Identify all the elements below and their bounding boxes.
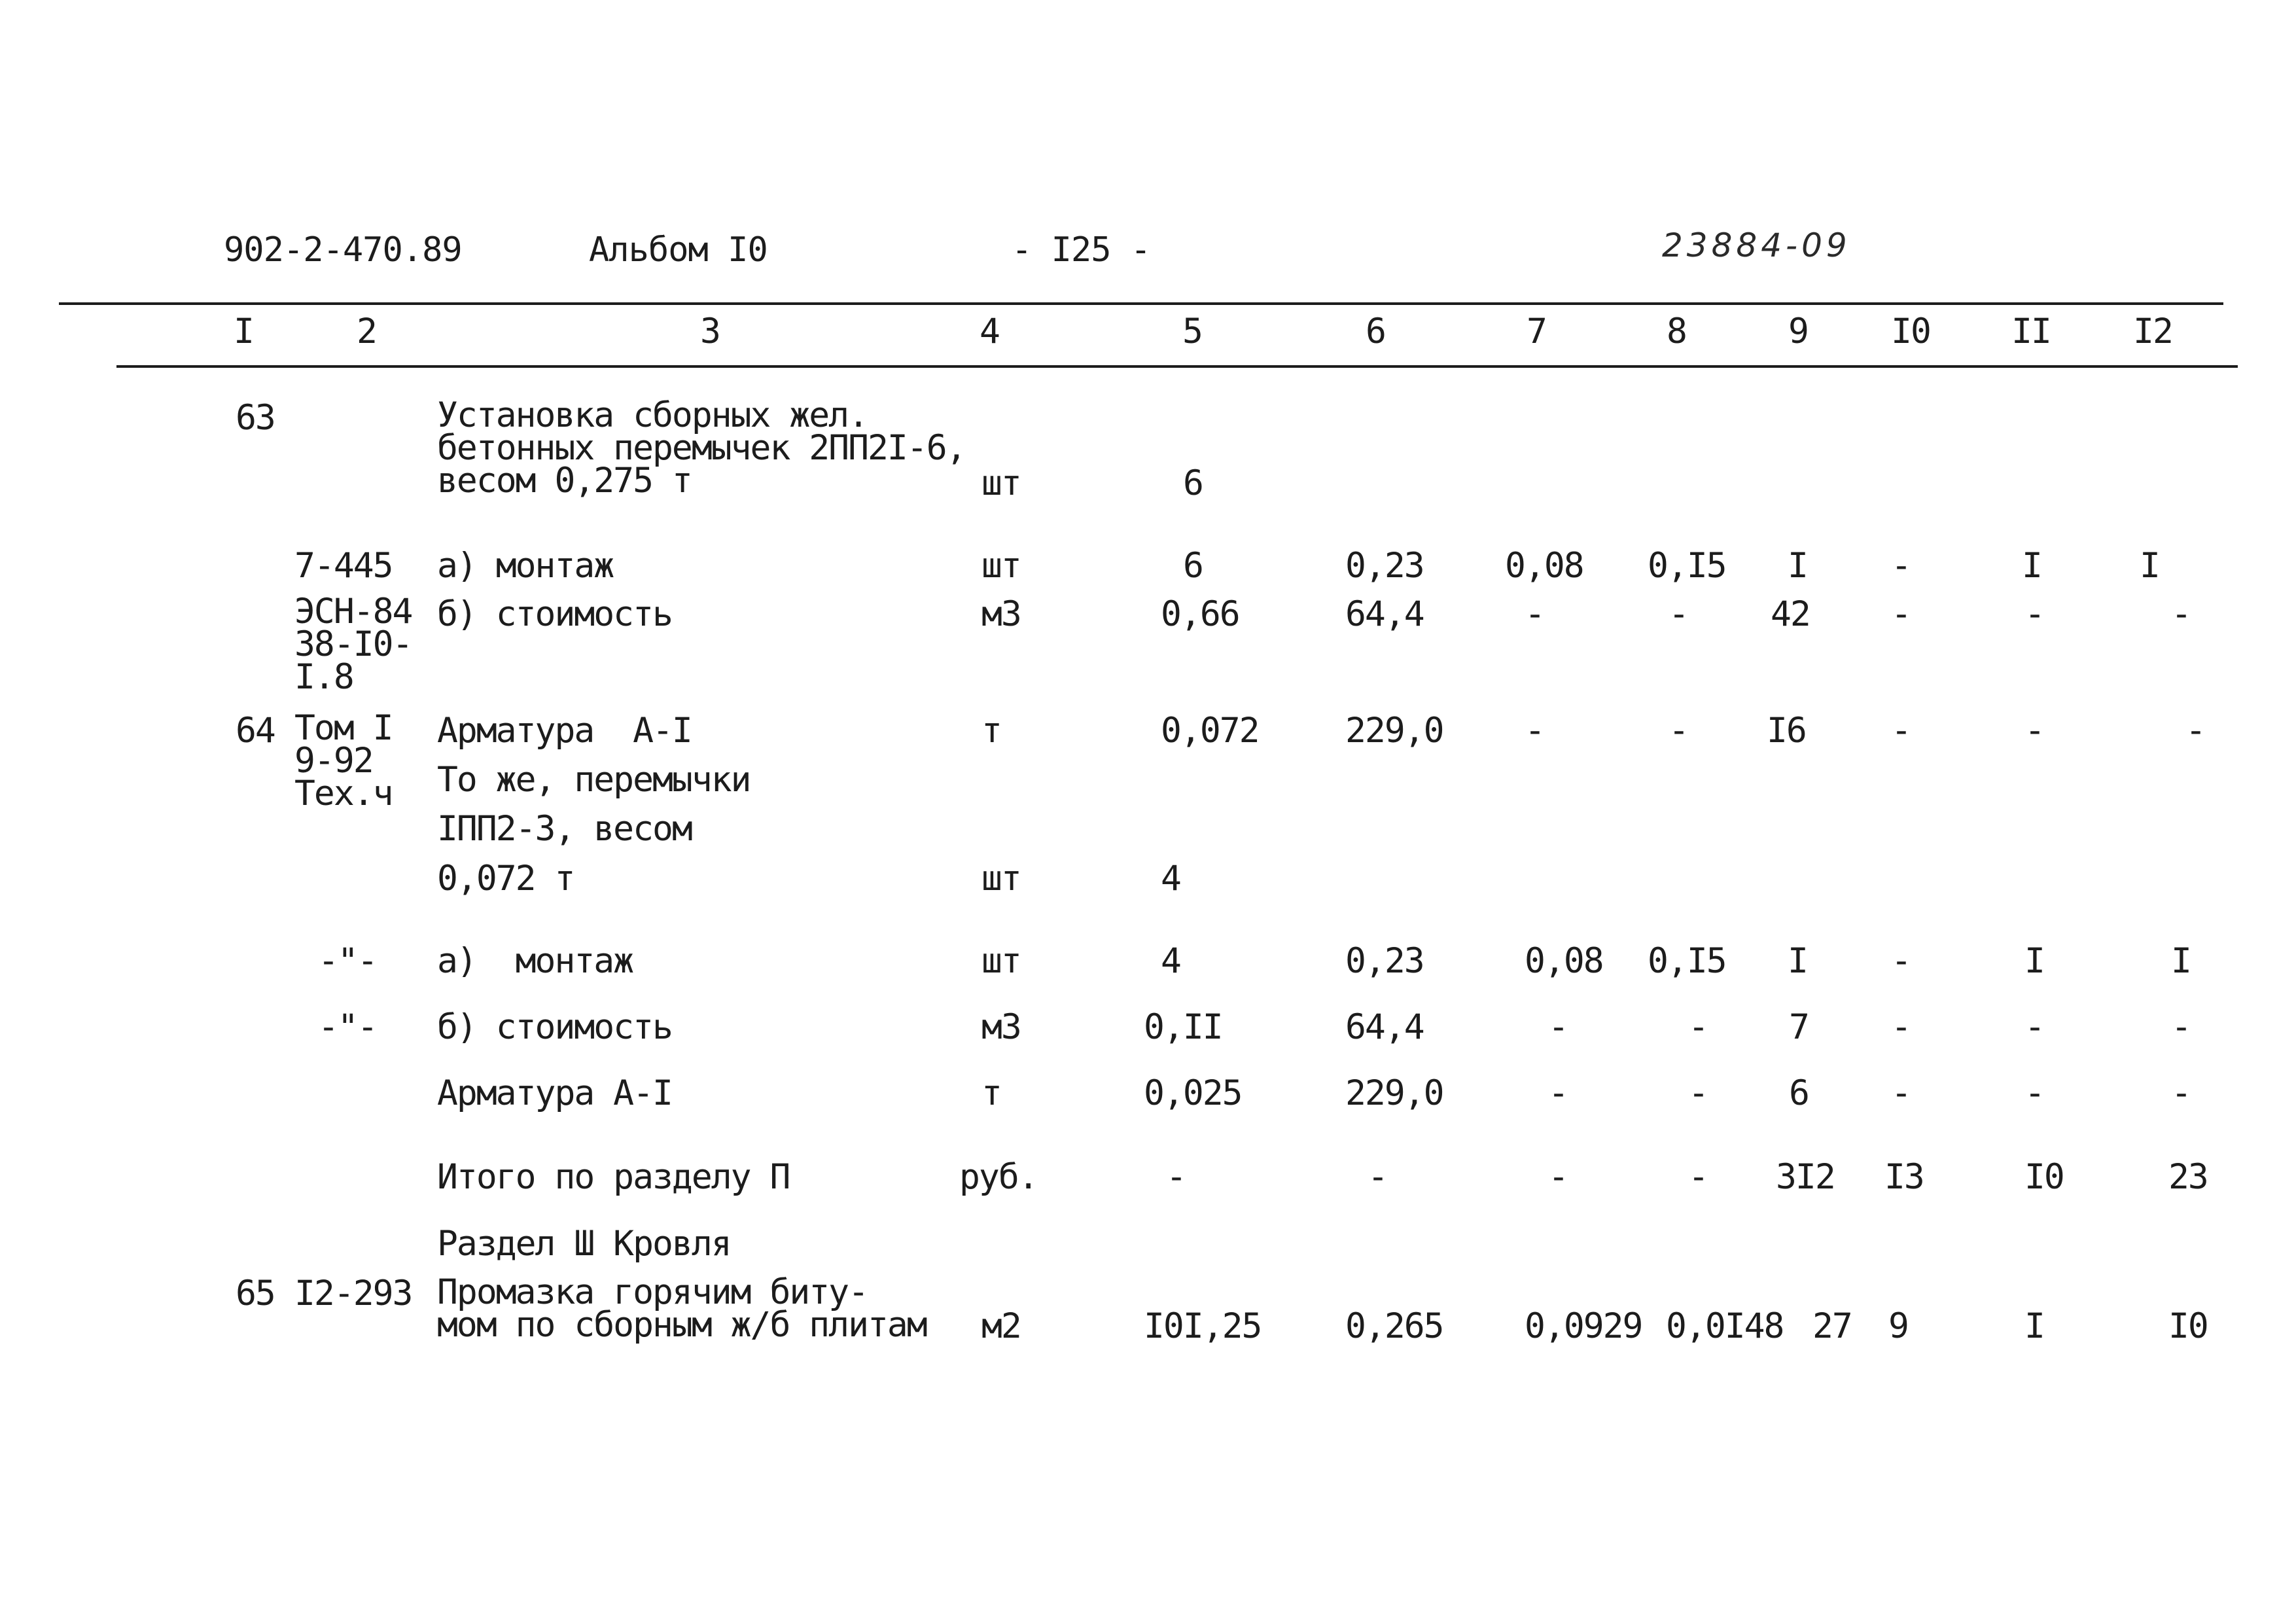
row-64a-col6: 0,23 — [1345, 941, 1424, 981]
section-total-col6: - — [1368, 1157, 1387, 1197]
row-64c-col7: - — [1548, 1073, 1568, 1113]
row-64c-description: Арматура А-I — [437, 1073, 672, 1113]
row-63b-col12: - — [2171, 594, 2191, 634]
row-63a-col7: 0,08 — [1505, 546, 1583, 586]
row-64b-col6: 64,4 — [1345, 1007, 1424, 1047]
row-64b-description: б) стоимость — [437, 1007, 672, 1047]
row-65-description: Промазка горячим биту- мом по сборным ж/б плитам — [437, 1272, 927, 1345]
section-title: Раздел Ш Кровля — [437, 1224, 731, 1264]
col-header-7: 7 — [1527, 312, 1546, 351]
row-64a-col10: - — [1891, 941, 1911, 981]
row-64c-col6: 229,0 — [1345, 1073, 1443, 1113]
row-63a-col6: 0,23 — [1345, 546, 1424, 586]
row-64b-col7: - — [1548, 1007, 1568, 1047]
section-total-col8: - — [1688, 1157, 1708, 1197]
row-65-col6: 0,265 — [1345, 1306, 1443, 1346]
col-header-10: I0 — [1891, 312, 1930, 351]
row-64-unit: т — [981, 711, 1001, 751]
row-63b-code: ЭСН-84 38-I0- I.8 — [294, 592, 412, 697]
row-63b-col6: 64,4 — [1345, 594, 1424, 634]
row-63b-description: б) стоимость — [437, 594, 672, 634]
row-63a-col9: I — [1788, 546, 1807, 586]
row-64-col7: - — [1525, 711, 1544, 751]
row-63b-col8: - — [1669, 594, 1688, 634]
section-total-col10: I3 — [1884, 1157, 1924, 1197]
row-64c-col12: - — [2171, 1073, 2191, 1113]
row-64c-col8: - — [1688, 1073, 1708, 1113]
row-64b-col11: - — [2024, 1007, 2044, 1047]
row-63-description: Установка сборных жел. бетонных перемычек 2ПП2I-6, весом 0,275 т — [437, 395, 966, 501]
row-64b-col8: - — [1688, 1007, 1708, 1047]
row-64-col9: I6 — [1767, 711, 1806, 751]
col-header-3: 3 — [700, 312, 720, 351]
row-65-col7: 0,0929 — [1525, 1306, 1642, 1346]
row-65-code: I2-293 — [294, 1274, 412, 1313]
row-63b-col9: 42 — [1771, 594, 1810, 634]
row-63b-col5: 0,66 — [1161, 594, 1239, 634]
col-header-12: I2 — [2133, 312, 2172, 351]
row-64a-col8: 0,I5 — [1648, 941, 1726, 981]
row-63b-col11: - — [2024, 594, 2044, 634]
row-63b-unit: м3 — [981, 594, 1021, 634]
row-63a-col5: 6 — [1183, 546, 1203, 586]
row-64-desc-line2: IПП2-3, весом — [437, 809, 692, 849]
row-63-number: 63 — [236, 398, 275, 438]
document-code: 902-2-470.89 — [224, 230, 462, 270]
section-total-unit: руб. — [959, 1157, 1038, 1197]
row-65-number: 65 — [236, 1274, 275, 1313]
row-63a-col11: I — [2022, 546, 2041, 586]
handwritten-stamp: 23884-09 — [1662, 226, 1851, 264]
table-header-rule — [116, 365, 2238, 368]
row-64a-col11: I — [2024, 941, 2044, 981]
row-64-desc-line3: 0,072 т — [437, 859, 574, 899]
row-64c-unit: т — [981, 1073, 1001, 1113]
row-64a-col7: 0,08 — [1525, 941, 1603, 981]
row-64-col6: 229,0 — [1345, 711, 1443, 751]
col-header-8: 8 — [1667, 312, 1686, 351]
section-total-col12: 23 — [2168, 1157, 2208, 1197]
row-65-col10: 9 — [1888, 1306, 1908, 1346]
row-64a-col5: 4 — [1161, 941, 1180, 981]
row-64b-code: -"- — [318, 1007, 377, 1047]
row-63a-code: 7-445 — [294, 546, 393, 586]
row-64-col11: - — [2024, 711, 2044, 751]
row-64c-col10: - — [1891, 1073, 1911, 1113]
row-64c-col9: 6 — [1789, 1073, 1809, 1113]
row-64-description: Арматура А-I — [437, 711, 692, 751]
row-63-unit: шт — [981, 463, 1021, 503]
row-64c-col5: 0,025 — [1144, 1073, 1242, 1113]
page-number: - I25 - — [1012, 230, 1151, 270]
row-63-quantity: 6 — [1183, 463, 1203, 503]
row-64b-unit: м3 — [981, 1007, 1021, 1047]
row-64-col10: - — [1891, 711, 1911, 751]
row-65-col12: I0 — [2168, 1306, 2208, 1346]
section-total-col5: - — [1166, 1157, 1186, 1197]
row-64b-col5: 0,II — [1144, 1007, 1222, 1047]
row-64-col5: 0,072 — [1161, 711, 1259, 751]
row-63a-col8: 0,I5 — [1648, 546, 1726, 586]
section-total-col7: - — [1548, 1157, 1568, 1197]
row-64-desc-quantity: 4 — [1161, 859, 1180, 899]
table-top-rule — [59, 302, 2223, 305]
row-64-number: 64 — [236, 711, 275, 751]
row-64b-col10: - — [1891, 1007, 1911, 1047]
row-64a-col9: I — [1788, 941, 1807, 981]
col-header-6: 6 — [1366, 312, 1385, 351]
row-64-code: Том I 9-92 Тех.ч — [294, 708, 393, 813]
row-65-col5: I0I,25 — [1144, 1306, 1262, 1346]
row-64a-code: -"- — [318, 941, 377, 981]
row-63a-col10: - — [1891, 546, 1911, 586]
col-header-9: 9 — [1788, 312, 1808, 351]
row-64-desc-unit: шт — [981, 859, 1021, 899]
section-total-description: Итого по разделу П — [437, 1157, 790, 1197]
row-64a-unit: шт — [981, 941, 1021, 981]
col-header-11: II — [2011, 312, 2051, 351]
row-63a-col12: I — [2140, 546, 2159, 586]
row-64-desc-line1: То же, перемычки — [437, 760, 751, 800]
row-64c-col11: - — [2024, 1073, 2044, 1113]
row-63b-col10: - — [1891, 594, 1911, 634]
row-65-col11: I — [2024, 1306, 2044, 1346]
col-header-5: 5 — [1182, 312, 1202, 351]
row-64b-col9: 7 — [1789, 1007, 1809, 1047]
row-64a-col12: I — [2171, 941, 2191, 981]
row-64-col8: - — [1669, 711, 1688, 751]
row-65-col9: 27 — [1812, 1306, 1852, 1346]
col-header-4: 4 — [980, 312, 999, 351]
album-label: Альбом I0 — [589, 230, 768, 270]
row-65-col8: 0,0I48 — [1666, 1306, 1784, 1346]
row-65-unit: м2 — [981, 1306, 1021, 1346]
row-63a-unit: шт — [981, 546, 1021, 586]
col-header-2: 2 — [357, 312, 376, 351]
section-total-col11: I0 — [2024, 1157, 2064, 1197]
section-total-col9: 3I2 — [1776, 1157, 1835, 1197]
row-64a-description: а) монтаж — [437, 941, 633, 981]
row-64-col12: - — [2185, 711, 2205, 751]
row-64b-col12: - — [2171, 1007, 2191, 1047]
row-63a-description: а) монтаж — [437, 546, 614, 586]
row-63b-col7: - — [1525, 594, 1544, 634]
col-header-1: I — [234, 312, 253, 351]
